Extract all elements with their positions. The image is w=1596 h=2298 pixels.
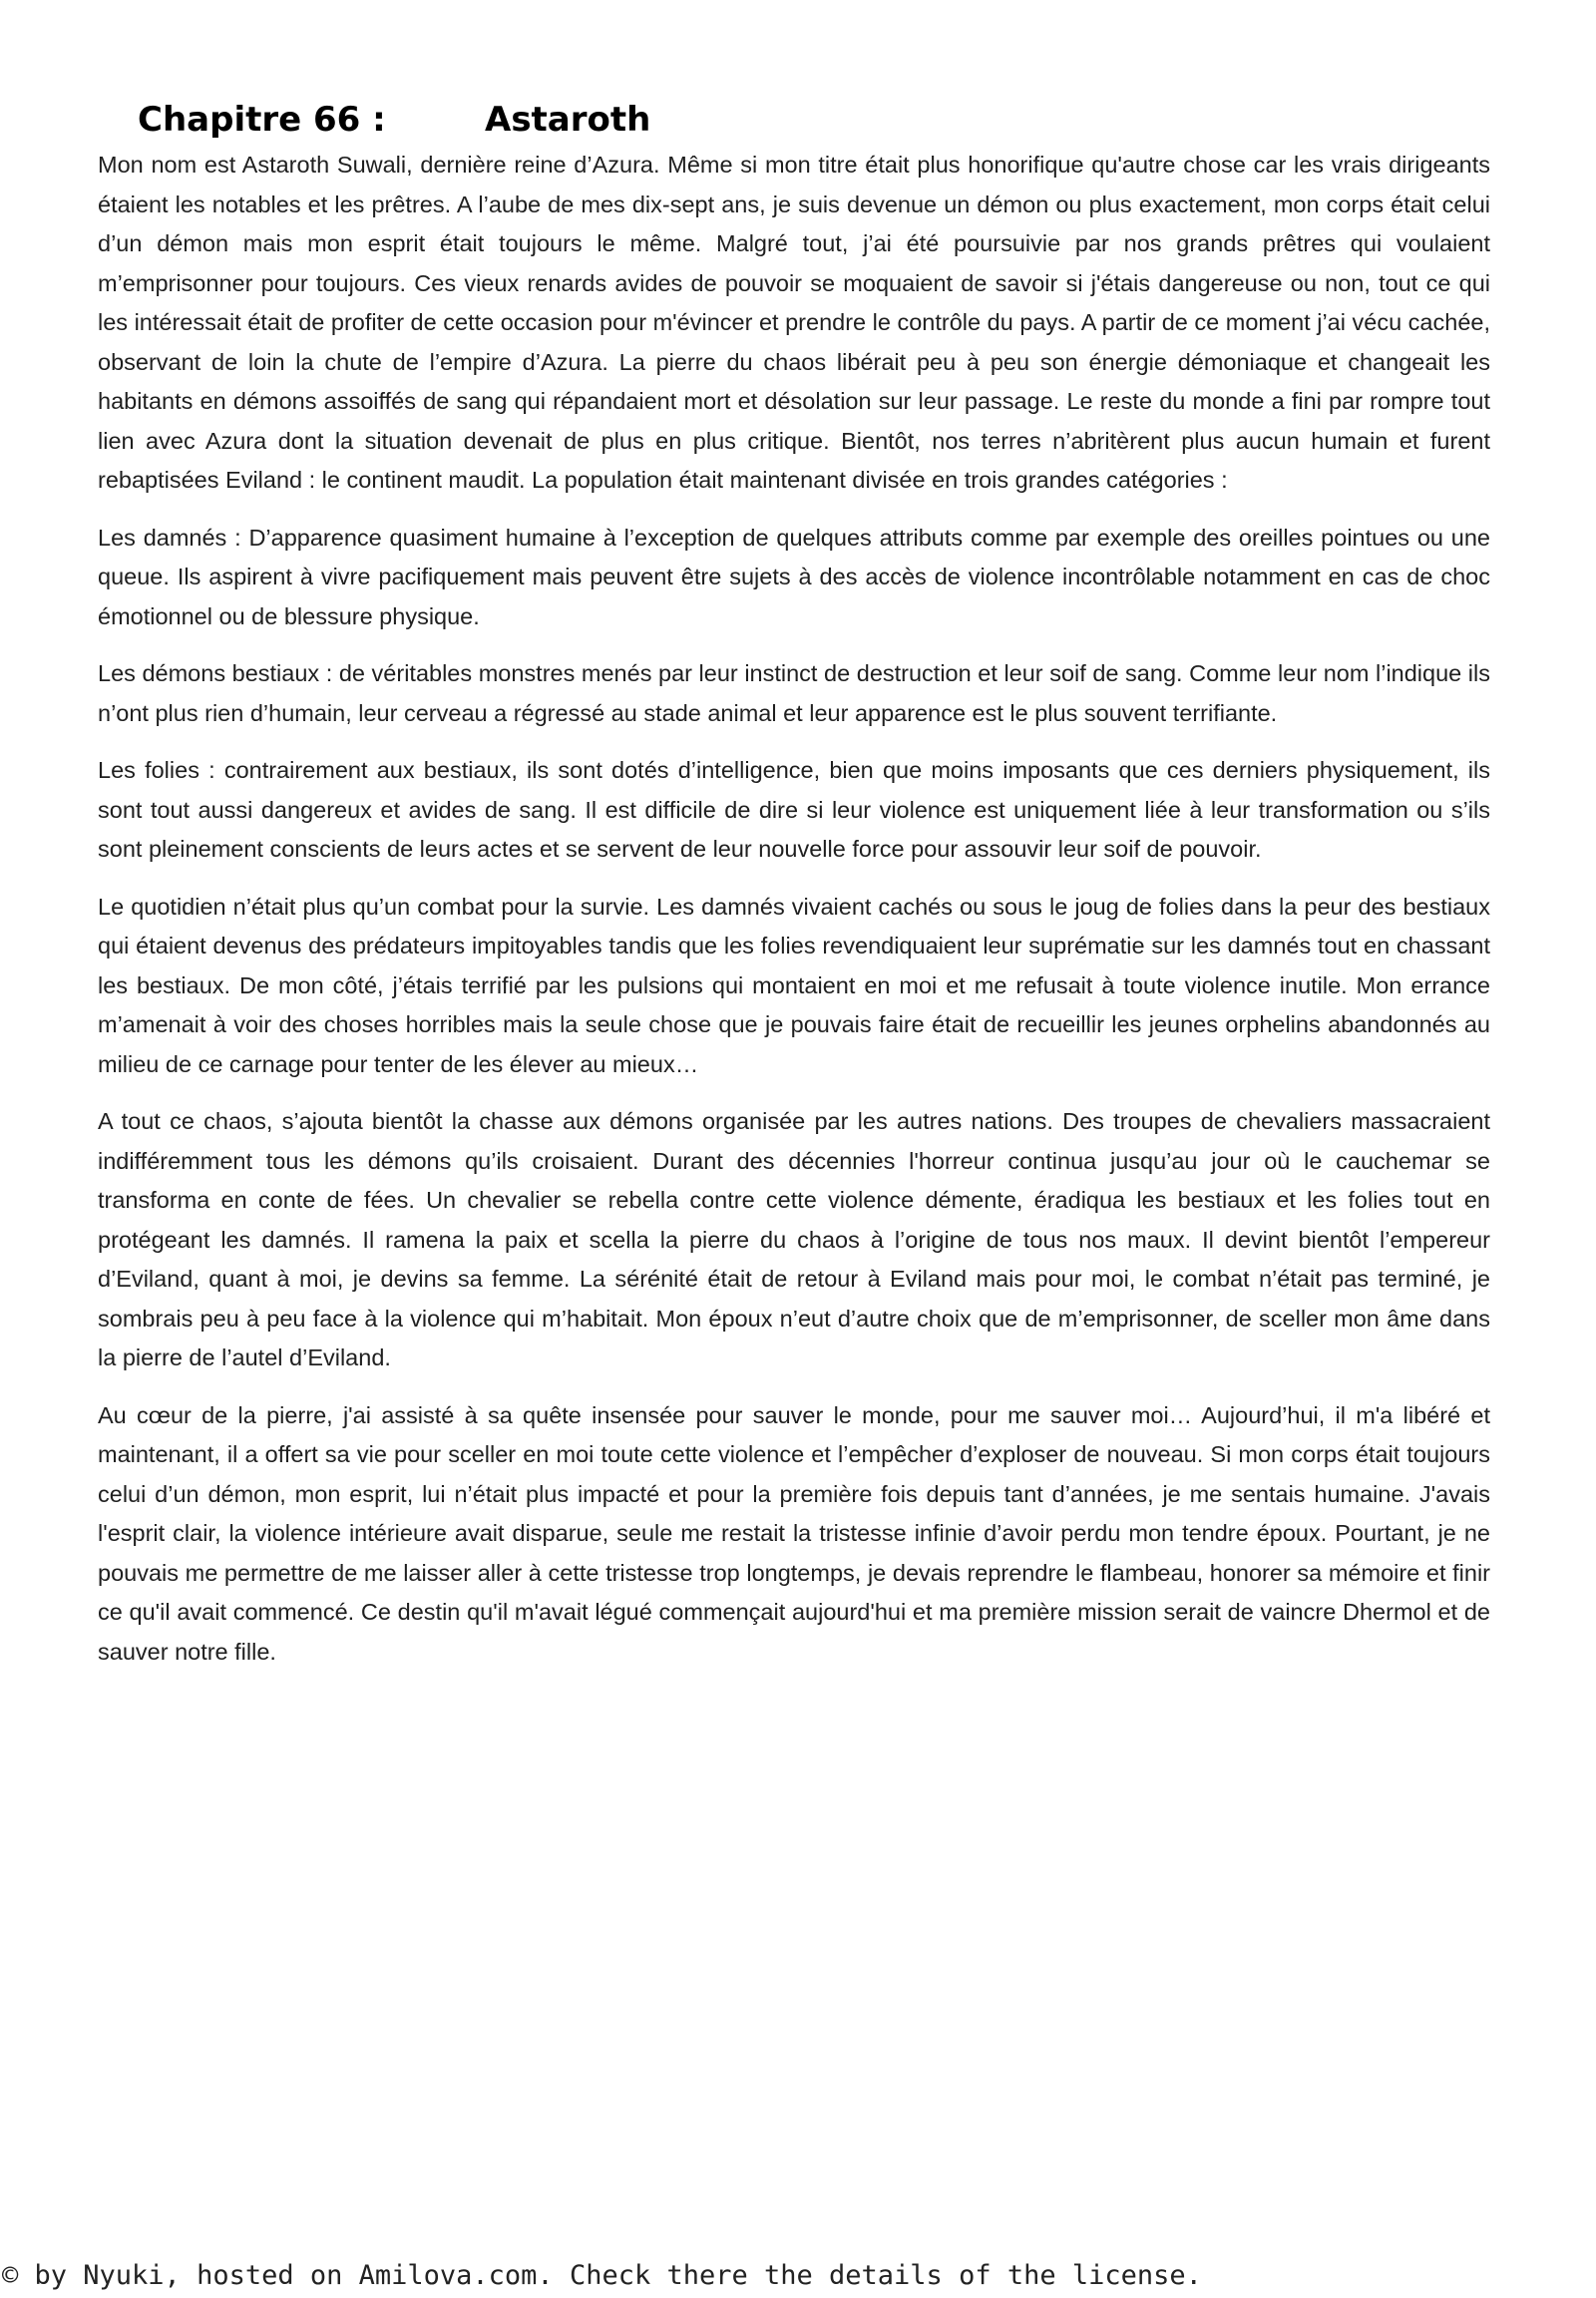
paragraph-intro: Mon nom est Astaroth Suwali, dernière reine d’Azura. Même si mon titre était plus honorifique qu'autre chose car les vrais dirigeants étaient les notables et les prêtres. A l’aube de mes dix-sept ans, je suis devenue un démon ou plus exactement, mon corps était celui d’un démon mais mon esprit était toujours le même. Malgré tout, j’ai été poursuivie par nos grands prêtres qui voulaient m’emprisonner pour toujours. Ces vieux renards avides de pouvoir se moquaient de savoir si j'étais dangereuse ou non, tout ce qui les intéressait était de profiter de cette occasion pour m'évincer et prendre le contrôle du pays. A partir de ce moment j’ai vécu cachée, observant de loin la chute de l’empire d’Azura. La pierre du chaos libérait peu à peu son énergie démoniaque et changeait les habitants en démons assoiffés de sang qui répandaient mort et désolation sur leur passage. Le reste du monde a fini par rompre tout lien avec Azura dont la situation devenait de plus en plus critique. Bientôt, nos terres n’abritèrent plus aucun humain et furent rebaptisées Eviland : le continent maudit. La population était maintenant divisée en trois grandes catégories : — [98, 152, 1490, 493]
paragraph-chaos: A tout ce chaos, s’ajouta bientôt la chasse aux démons organisée par les autres nations. Des troupes de chevaliers massacraient indifféremment tous les démons qu’ils croisaient. Durant des décennies l'horreur continua jusqu’au jour où le cauchemar se transforma en conte de fées. Un chevalier se rebella contre cette violence démente, éradiqua les bestiaux et les folies tout en protégeant les damnés. Il ramena la paix et scella la pierre du chaos à l’origine de tous nos maux. Il devint bientôt l’empereur d’Eviland, quant à moi, je devins sa femme. La sérénité était de retour à Eviland mais pour moi, le combat n’était pas terminé, je sombrais peu à peu face à la violence qui m’habitait. Mon époux n’eut d’autre choix que de m’emprisonner, de sceller mon âme dans la pierre de l’autel d’Eviland. — [98, 1108, 1490, 1370]
chapter-heading — [138, 96, 1490, 144]
page-content — [98, 96, 1490, 1690]
paragraph-damnes: Les damnés : D’apparence quasiment humaine à l’exception de quelques attributs comme par exemple des oreilles pointues ou une queue. Ils aspirent à vivre pacifiquement mais peuvent être sujets à des accès de violence incontrôlable notamment en cas de choc émotionnel ou de blessure physique. — [98, 524, 1490, 629]
chapter-number: Chapitre 66 : — [138, 100, 386, 140]
license-footer: © by Nyuki, hosted on Amilova.com. Check there the details of the license. — [2, 2260, 1202, 2291]
paragraph-bestiaux: Les démons bestiaux : de véritables monstres menés par leur instinct de destruction et leur soif de sang. Comme leur nom l’indique ils n’ont plus rien d’humain, leur cerveau a régressé au stade animal et leur apparence est le plus souvent terrifiante. — [98, 660, 1490, 726]
paragraph-pierre: Au cœur de la pierre, j'ai assisté à sa quête insensée pour sauver le monde, pour me sauver moi… Aujourd’hui, il m'a libéré et maintenant, il a offert sa vie pour sceller en moi toute cette violence et l’empêcher d’exploser de nouveau. Si mon corps était toujours celui d’un démon, mon esprit, lui n’était plus impacté et pour la première fois depuis tant d’années, je me sentais humaine. J'avais l'esprit clair, la violence intérieure avait disparue, seule me restait la tristesse infinie d’avoir perdu mon tendre époux. Pourtant, je ne pouvais me permettre de me laisser aller à cette tristesse trop longtemps, je devais reprendre le flambeau, honorer sa mémoire et finir ce qu'il avait commencé. Ce destin qu'il m'avait légué commençait aujourd'hui et ma première mission serait de vaincre Dhermol et de sauver notre fille. — [98, 1401, 1490, 1665]
chapter-title: Astaroth — [485, 100, 651, 140]
paragraph-quotidien: Le quotidien n’était plus qu’un combat pour la survie. Les damnés vivaient cachés ou sous le joug de folies dans la peur des bestiaux qui étaient devenus des prédateurs impitoyables tandis que les folies revendiquaient leur suprématie sur les damnés tout en chassant les bestiaux. De mon côté, j’étais terrifié par les pulsions qui montaient en moi et me refusait à toute violence inutile. Mon errance m’amenait à voir des choses horribles mais la seule chose que je pouvais faire était de recueillir les jeunes orphelins abandonnés au milieu de ce carnage pour tenter de les élever au mieux… — [98, 893, 1490, 1077]
paragraph-folies: Les folies : contrairement aux bestiaux, ils sont dotés d’intelligence, bien que moins imposants que ces derniers physiquement, ils sont tout aussi dangereux et avides de sang. Il est difficile de dire si leur violence est uniquement liée à leur transformation ou s’ils sont pleinement conscients de leurs actes et se servent de leur nouvelle force pour assouvir leur soif de pouvoir. — [98, 757, 1490, 862]
